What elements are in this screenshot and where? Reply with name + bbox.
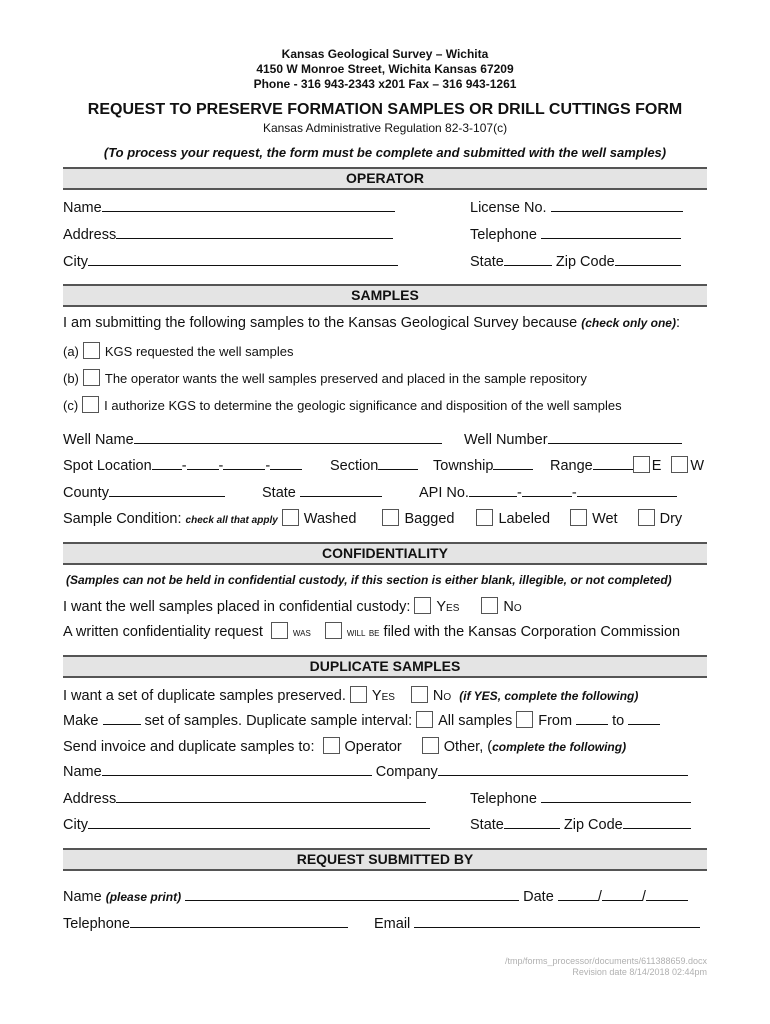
sample-condition-note: check all that apply [185, 515, 278, 526]
operator-name-field[interactable] [102, 198, 395, 212]
option-text: The operator wants the well samples preserved and placed in the sample repository [104, 371, 587, 386]
duplicate-city-row [63, 815, 430, 833]
date-slash: / [597, 889, 602, 905]
range-e-label: E [651, 458, 662, 474]
header-address: 4150 W Monroe Street, Wichita Kansas 67209 [256, 62, 514, 76]
submitted-email-label: Email [374, 916, 411, 932]
all-samples-checkbox[interactable] [416, 711, 433, 728]
well-number-field[interactable] [548, 430, 682, 444]
option-letter: (a) [63, 344, 79, 359]
duplicate-name-row [63, 762, 688, 780]
submitted-telephone-label: Telephone [63, 916, 130, 932]
footer-path: /tmp/forms_processor/documents/611388659.docx [505, 956, 707, 966]
township-row [433, 456, 533, 474]
samples-option-b [63, 369, 587, 386]
submitted-date-label: Date [523, 889, 554, 905]
all-samples-label: All samples [438, 713, 513, 729]
condition-label: Washed [303, 511, 357, 527]
samples-intro-note: (check only one) [581, 316, 676, 330]
duplicate-city-field[interactable] [88, 815, 430, 829]
duplicate-city-label: City [63, 817, 88, 833]
submitted-name-field[interactable] [185, 887, 519, 901]
spot-location-row: Spot Location - - - [63, 456, 302, 474]
make-label: Make [63, 713, 99, 729]
spot-field-2[interactable] [187, 456, 219, 470]
duplicate-address-label: Address [63, 791, 117, 807]
operator-heading: OPERATOR [63, 167, 707, 190]
custody-question: I want the well samples placed in confidential custody: [63, 599, 411, 615]
spot-field-4[interactable] [270, 456, 302, 470]
range-label: Range [550, 458, 593, 474]
make-row [63, 711, 660, 729]
duplicate-telephone-row [470, 789, 691, 807]
range-w-label: W [690, 458, 705, 474]
footer-revision: Revision date 8/14/2018 02:44pm [572, 967, 707, 977]
was-label: was [292, 625, 311, 639]
instruction: (To process your request, the form must be complete and submitted with the well samples) [103, 145, 667, 160]
send-operator-label: Operator [344, 739, 402, 755]
samples-intro-text: I am submitting the following samples to the Kansas Geological Survey because [63, 315, 578, 331]
option-text: I authorize KGS to determine the geologic significance and disposition of the well samples [104, 398, 622, 413]
operator-license-field[interactable] [551, 198, 683, 212]
duplicate-name-label: Name [63, 764, 102, 780]
spot-field-1[interactable] [152, 456, 182, 470]
duplicate-zip-label: Zip Code [563, 817, 623, 833]
send-complete-note: complete the following) [492, 740, 627, 754]
condition-label: Wet [592, 511, 618, 527]
labeled-checkbox[interactable] [476, 509, 493, 526]
operator-city-row [63, 252, 398, 270]
duplicate-want-label: I want a set of duplicate samples preserved. [63, 688, 346, 704]
samples-intro [63, 315, 680, 331]
date-slash: / [641, 889, 646, 905]
duplicate-state-field[interactable] [504, 815, 560, 829]
section-row [330, 456, 418, 474]
send-label: Send invoice and duplicate samples to: [63, 739, 315, 755]
submitted-heading: REQUEST SUBMITTED BY [63, 848, 707, 871]
operator-telephone-row [470, 225, 681, 243]
duplicate-name-field[interactable] [102, 762, 372, 776]
duplicate-yes-checkbox[interactable] [350, 686, 367, 703]
duplicate-want-row [63, 686, 638, 704]
will-be-checkbox[interactable] [325, 622, 342, 639]
samples-state-field[interactable] [300, 483, 382, 497]
regulation: Kansas Administrative Regulation 82-3-107(c) [262, 121, 508, 135]
api-field-3[interactable] [577, 483, 677, 497]
was-checkbox[interactable] [271, 622, 288, 639]
washed-checkbox[interactable] [282, 509, 299, 526]
well-number-row [464, 430, 682, 448]
written-request-label: A written confidentiality request [63, 624, 263, 640]
section-field[interactable] [378, 456, 418, 470]
submitted-email-row [374, 914, 700, 932]
filed-label: filed with the Kansas Corporation Commission [383, 624, 681, 640]
custody-no-label: No [503, 599, 522, 615]
county-row [63, 483, 225, 501]
send-other-checkbox[interactable] [422, 737, 439, 754]
condition-label: Labeled [498, 511, 551, 527]
duplicate-yes-label: Yes [371, 688, 395, 704]
option-c-checkbox[interactable] [82, 396, 99, 413]
condition-label: Dry [659, 511, 683, 527]
form-title: REQUEST TO PRESERVE FORMATION SAMPLES OR DRILL CUTTINGS FORM [87, 101, 683, 118]
submitted-name-row [63, 887, 688, 905]
confidentiality-heading: CONFIDENTIALITY [63, 542, 707, 565]
submitted-telephone-field[interactable] [130, 914, 348, 928]
will-be-label: will be [346, 625, 380, 639]
api-field-1[interactable] [469, 483, 517, 497]
api-row: API No. - - [419, 483, 677, 501]
duplicate-no-label: No [432, 688, 452, 704]
to-label: to [612, 713, 625, 729]
from-field[interactable] [576, 711, 608, 725]
operator-state-zip-row [470, 252, 681, 270]
section-label: Section [330, 458, 379, 474]
county-label: County [63, 485, 109, 501]
operator-address-field[interactable] [116, 225, 393, 239]
operator-address-row [63, 225, 393, 243]
bagged-checkbox[interactable] [382, 509, 399, 526]
operator-license-label: License No. [470, 200, 547, 216]
date-day-field[interactable] [602, 887, 642, 901]
send-row [63, 737, 626, 755]
duplicate-no-checkbox[interactable] [411, 686, 428, 703]
duplicate-company-label: Company [375, 764, 438, 780]
custody-no-checkbox[interactable] [481, 597, 498, 614]
option-b-checkbox[interactable] [83, 369, 100, 386]
to-field[interactable] [628, 711, 660, 725]
date-month-field[interactable] [558, 887, 598, 901]
option-letter: (c) [63, 398, 79, 413]
dry-checkbox[interactable] [638, 509, 655, 526]
well-number-label: Well Number [464, 432, 548, 448]
samples-option-a [63, 342, 294, 359]
submitted-name-label: Name [63, 889, 102, 905]
written-request-row [63, 622, 680, 640]
confidentiality-note: (Samples can not be held in confidential custody, if this section is either blank, illegible, or not completed) [66, 573, 672, 587]
range-w-checkbox[interactable] [671, 456, 688, 473]
operator-telephone-label: Telephone [470, 227, 537, 243]
duplicate-if-yes: (if YES, complete the following) [459, 689, 639, 703]
duplicate-heading: DUPLICATE SAMPLES [63, 655, 707, 678]
duplicate-state-zip-row [470, 815, 691, 833]
sample-condition-label: Sample Condition: [63, 511, 182, 527]
send-other-label: Other, ( [443, 739, 493, 755]
sample-condition-row [63, 509, 682, 527]
duplicate-zip-field[interactable] [623, 815, 691, 829]
township-field[interactable] [493, 456, 533, 470]
samples-option-c [63, 396, 622, 413]
custody-yes-label: Yes [436, 599, 460, 615]
operator-address-label: Address [63, 227, 117, 243]
api-field-2[interactable] [522, 483, 572, 497]
county-field[interactable] [109, 483, 225, 497]
condition-label: Bagged [404, 511, 455, 527]
operator-zip-field[interactable] [615, 252, 681, 266]
make-count-field[interactable] [103, 711, 141, 725]
well-name-label: Well Name [63, 432, 134, 448]
wet-checkbox[interactable] [570, 509, 587, 526]
duplicate-state-label: State [470, 817, 504, 833]
duplicate-address-row [63, 789, 426, 807]
duplicate-address-field[interactable] [116, 789, 426, 803]
from-label: From [538, 713, 573, 729]
samples-state-label: State [262, 485, 296, 501]
township-label: Township [433, 458, 494, 474]
duplicate-company-field[interactable] [438, 762, 688, 776]
option-text: KGS requested the well samples [104, 344, 294, 359]
set-of-label: set of samples. Duplicate sample interval: [144, 713, 413, 729]
operator-name-label: Name [63, 200, 102, 216]
operator-telephone-field[interactable] [541, 225, 681, 239]
samples-heading: SAMPLES [63, 284, 707, 307]
operator-city-field[interactable] [88, 252, 398, 266]
duplicate-telephone-field[interactable] [541, 789, 691, 803]
samples-intro-colon: : [675, 315, 680, 331]
custody-yes-checkbox[interactable] [414, 597, 431, 614]
range-field[interactable] [593, 456, 633, 470]
option-letter: (b) [63, 371, 79, 386]
range-e-checkbox[interactable] [633, 456, 650, 473]
header-org: Kansas Geological Survey – Wichita [281, 47, 489, 61]
send-operator-checkbox[interactable] [323, 737, 340, 754]
operator-city-label: City [63, 254, 88, 270]
samples-state-row [262, 483, 382, 501]
operator-state-field[interactable] [504, 252, 552, 266]
well-name-row [63, 430, 442, 448]
operator-license-row [470, 198, 683, 216]
please-print-note: (please print) [105, 890, 182, 904]
spot-field-3[interactable] [223, 456, 265, 470]
date-year-field[interactable] [646, 887, 688, 901]
operator-zip-label: Zip Code [555, 254, 615, 270]
range-row [550, 456, 704, 474]
from-checkbox[interactable] [516, 711, 533, 728]
well-name-field[interactable] [134, 430, 442, 444]
operator-state-label: State [470, 254, 504, 270]
custody-row [63, 597, 522, 615]
operator-name-row [63, 198, 395, 216]
spot-location-label: Spot Location [63, 458, 152, 474]
header-phone-fax: Phone - 316 943-2343 x201 Fax – 316 943-1261 [253, 77, 517, 91]
api-label: API No. [419, 485, 469, 501]
duplicate-telephone-label: Telephone [470, 791, 537, 807]
option-a-checkbox[interactable] [83, 342, 100, 359]
submitted-email-field[interactable] [414, 914, 700, 928]
submitted-telephone-row [63, 914, 348, 932]
